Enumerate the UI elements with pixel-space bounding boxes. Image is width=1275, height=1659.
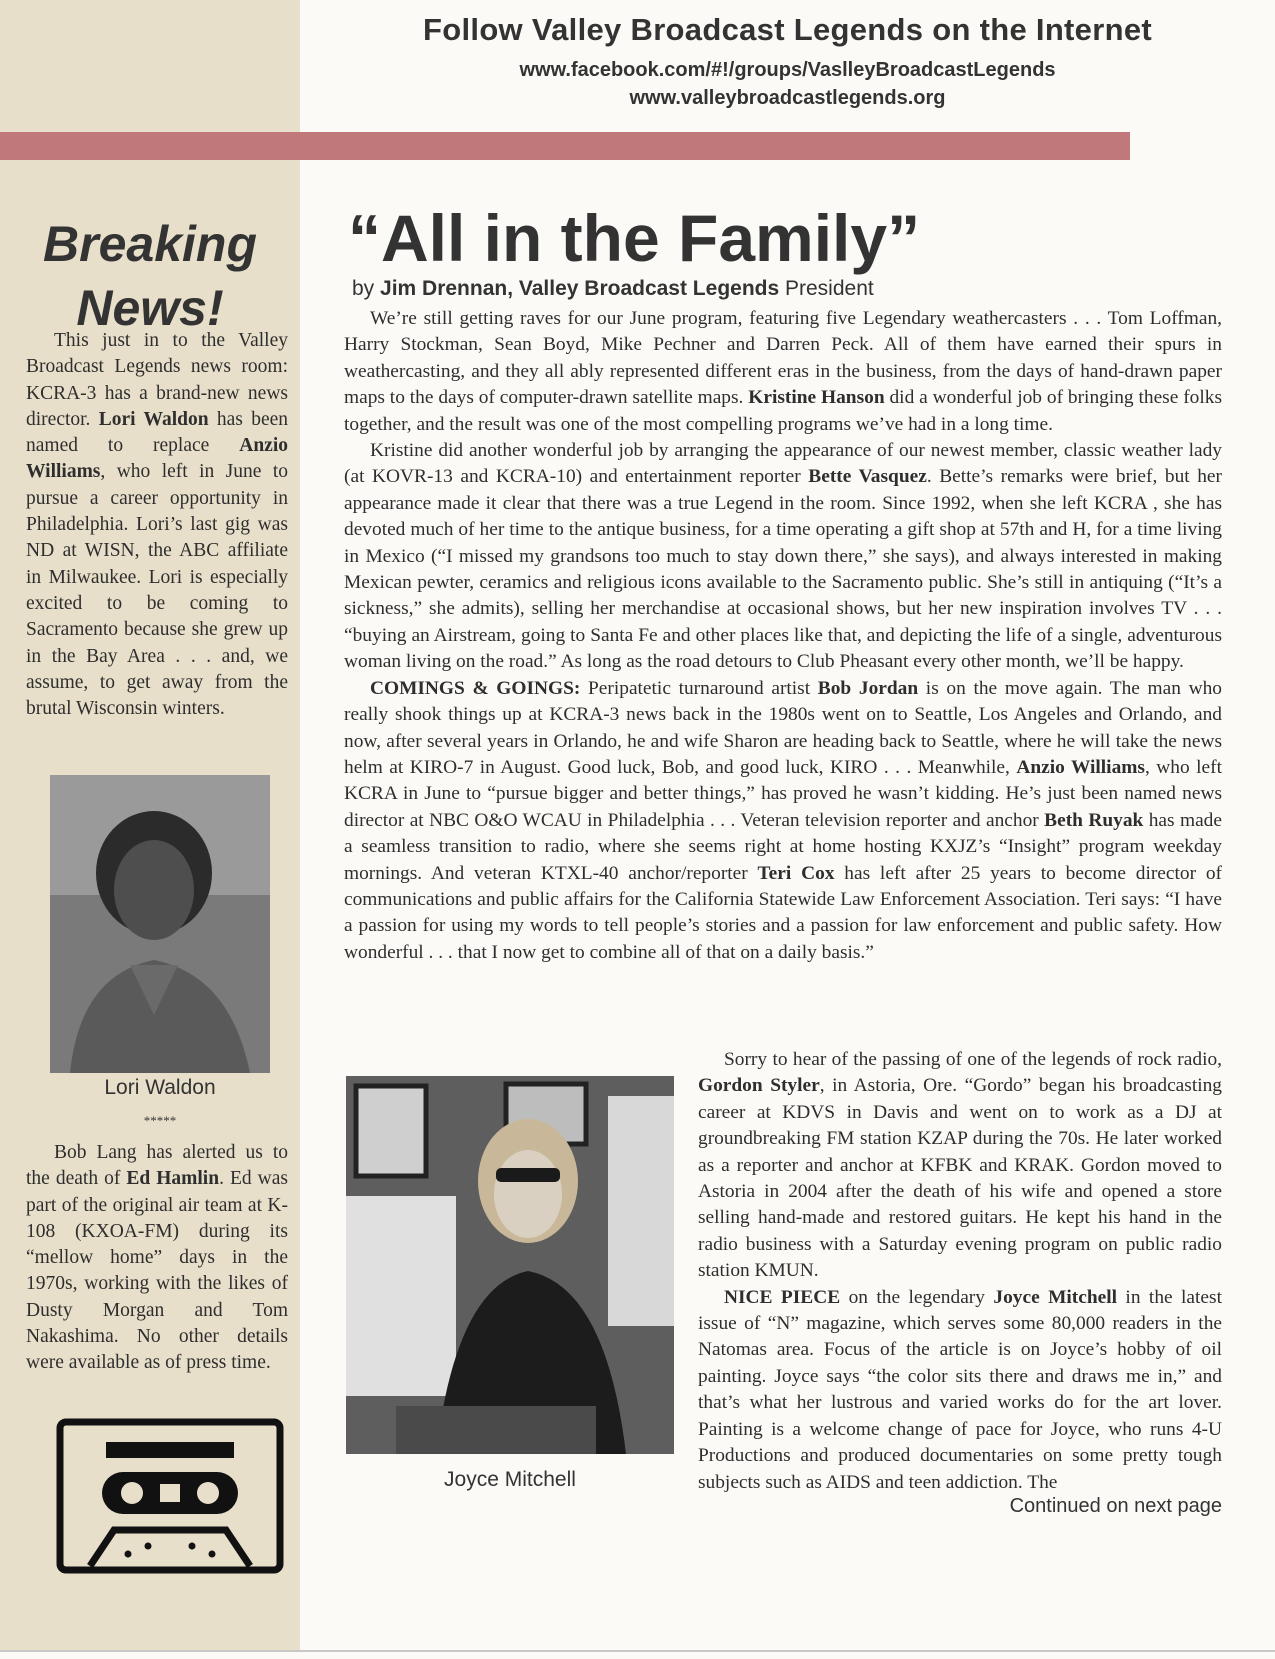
bottom-rule — [0, 1650, 1275, 1652]
website-link[interactable]: www.valleybroadcastlegends.org — [629, 87, 946, 109]
cassette-tape-icon — [56, 1418, 284, 1574]
text-run: on the legendary — [840, 1286, 994, 1308]
byline-prefix: by — [352, 277, 381, 300]
article-paragraph — [344, 438, 1222, 676]
article-byline — [352, 277, 874, 301]
text-run: , who left KCRA in June to “pursue bigger and better things,” has proved he wasn’t kidding. He’s just been named news director at NBC O&O WCAU in Philadelphia . . . Veteran television reporter and anchor — [344, 756, 1223, 831]
breaking-news-line1: Breaking — [43, 216, 257, 272]
article-paragraph — [344, 306, 1222, 438]
sidebar-news-text-1 — [26, 328, 288, 722]
portrait-placeholder-icon — [50, 775, 270, 1073]
text-run: has been named to replace — [26, 408, 288, 457]
byline-suffix: President — [779, 277, 874, 300]
text-run: has left after 25 years to become director of communications and public affairs for the California Statewide Law Enforcement Association. Teri says: “I have a passion for using my words to tell people’s stories and a passion for law enforcement and public safety. How wonderful . . . that I now get to combine all of that on a daily basis.” — [344, 862, 1222, 963]
page-header — [300, 0, 1275, 130]
bold-name: Lori Waldon — [98, 408, 209, 430]
text-run: has made a seamless transition to radio, where she seems right at home hosting KXJZ’s “Insight” program weekday mornings. And veteran KTXL-40 anchor/reporter — [344, 809, 1222, 884]
lori-photo-caption: Lori Waldon — [104, 1076, 216, 1099]
bold-name: Bette Vasquez — [808, 466, 927, 488]
bold-name: Teri Cox — [757, 862, 835, 884]
text-run: This just in to the Valley Broadcast Legends news room: KCRA-3 has a brand-new news director. — [26, 330, 288, 430]
bold-name: Kristine Hanson — [748, 387, 885, 409]
portrait-placeholder-icon — [346, 1076, 674, 1454]
sidebar-news-item-2 — [26, 1140, 288, 1377]
bold-name: Anzio Williams — [26, 435, 288, 483]
byline-author: Jim Drennan, Valley Broadcast Legends — [380, 277, 780, 300]
text-run: did a wonderful job of bringing these folks together, and the result was one of the most compelling programs we’ve had in a long time. — [344, 387, 1222, 435]
bold-name: Bob Jordan — [817, 677, 919, 699]
text-run: in the latest issue of “N” magazine, which serves some 80,000 readers in the Natomas area. Focus of the article is on Joyce’s hobby of oil painting. Joyce says “the color sits there and draws me in,” and that’s what her lustrous and varied works do for the art lover. Painting is a welcome change of pace for Joyce, who runs 4-U Productions and produced documentaries on some pretty tough subjects such as AIDS and teen addiction. The — [698, 1286, 1222, 1493]
joyce-photo-caption: Joyce Mitchell — [444, 1468, 576, 1491]
text-run: , who left in June to pursue a career opportunity in Philadelphia. Lori’s last gig was ND at WISN, the ABC affiliate in Milwaukee. Lori is especially excited to be coming to Sacramento because she grew up in the Bay Area . . . and, we assume, to get away from the brutal Wisconsin winters. — [26, 461, 288, 720]
breaking-news-title — [0, 212, 300, 340]
article-body — [344, 306, 1222, 966]
bold-name: Anzio Williams — [1016, 756, 1145, 778]
separator-stars: ***** — [143, 1113, 177, 1128]
article-title: “All in the Family” — [348, 201, 921, 275]
text-run: Bob Lang has alerted us to the death of — [26, 1142, 288, 1190]
text-run: , in Astoria, Ore. “Gordo” began his broadcasting career at KDVS in Davis and went on to work as a DJ at groundbreaking FM station KZAP during the 70s. He later worked as a reporter and anchor at KFBK and KRAK. Gordon moved to Astoria in 2004 after the death of his wife and opened a store selling hand-made and restored guitars. He kept his hand in the radio business with a Saturday evening program on public radio station KMUN. — [698, 1075, 1222, 1282]
text-run: Peripatetic turnaround artist — [580, 677, 818, 699]
joyce-mitchell-photo — [346, 1076, 674, 1454]
text-run: . Bette’s remarks were brief, but her appearance made it clear that there was a true Legend in the room. Since 1992, when she left KCRA , she has devoted much of her time to the antique business, for a time operating a gift shop at 57th and H, for a time living in Mexico (“I missed my grandsons too much to stay down there,” she says), and always interested in making Mexican pewter, ceramics and religious icons available to the Sacramento public. She’s still in antiquing (“It’s a sickness,” she admits), selling her merchandise at occasional shows, but her new inspiration involves TV . . . “buying an Airstream, going to Santa Fe and other places like that, and depicting the life of a single, adventurous woman living on the road.” As long as the road detours to Club Pheasant every other month, we’ll be happy. — [344, 466, 1222, 673]
sidebar-news-item-1 — [26, 328, 288, 722]
header-title: Follow Valley Broadcast Legends on the Internet — [423, 12, 1152, 47]
bold-name: Beth Ruyak — [1044, 809, 1144, 831]
text-run: . Ed was part of the original air team at K-108 (KXOA-FM) during its “mellow home” days in the 1970s, working with the likes of Dusty Morgan and Tom Nakashima. No other details were available as of press time. — [26, 1168, 288, 1374]
article-paragraph — [698, 1285, 1222, 1496]
article-paragraph — [698, 1047, 1222, 1285]
article-paragraph — [344, 676, 1222, 966]
bold-name: Ed Hamlin — [126, 1168, 220, 1190]
bold-name: Joyce Mitchell — [993, 1286, 1118, 1308]
sidebar-news-text-2 — [26, 1140, 288, 1377]
bold-name: Gordon Styler — [698, 1075, 820, 1097]
text-run: Sorry to hear of the passing of one of the legends of rock radio, — [724, 1049, 1222, 1070]
breaking-news-line2: News! — [76, 280, 224, 336]
text-run: Kristine did another wonderful job by arranging the appearance of our newest member, classic weather lady (at KOVR-13 and KCRA-10) and entertainment reporter — [344, 440, 1222, 488]
text-run: is on the move again. The man who really shook things up at KCRA-3 news back in the 1980s went on to Seattle, Los Angeles and Orlando, and now, after several years in Orlando, he and wife Sharon are heading back to Seattle, where he will take the news helm at KIRO-7 in August. Good luck, Bob, and good luck, KIRO . . . Meanwhile, — [344, 677, 1222, 778]
bold-name: COMINGS & GOINGS: — [370, 677, 581, 699]
article-body-right — [698, 1047, 1222, 1496]
bold-name: NICE PIECE — [724, 1286, 841, 1308]
lori-waldon-photo — [50, 775, 270, 1073]
text-run: We’re still getting raves for our June program, featuring five Legendary weathercasters . . . Tom Loffman, Harry Stockman, Sean Boyd, Mike Pechner and Darren Peck. All of them have earned their spurs in weathercasting, and they all ably represented different eras in the business, from the days of hand-drawn paper maps to the days of computer-drawn satellite maps. — [344, 308, 1222, 409]
accent-bar — [0, 132, 1130, 160]
continued-note: Continued on next page — [1009, 1495, 1222, 1517]
facebook-link[interactable]: www.facebook.com/#!/groups/VaslleyBroadcastLegends — [519, 59, 1056, 81]
